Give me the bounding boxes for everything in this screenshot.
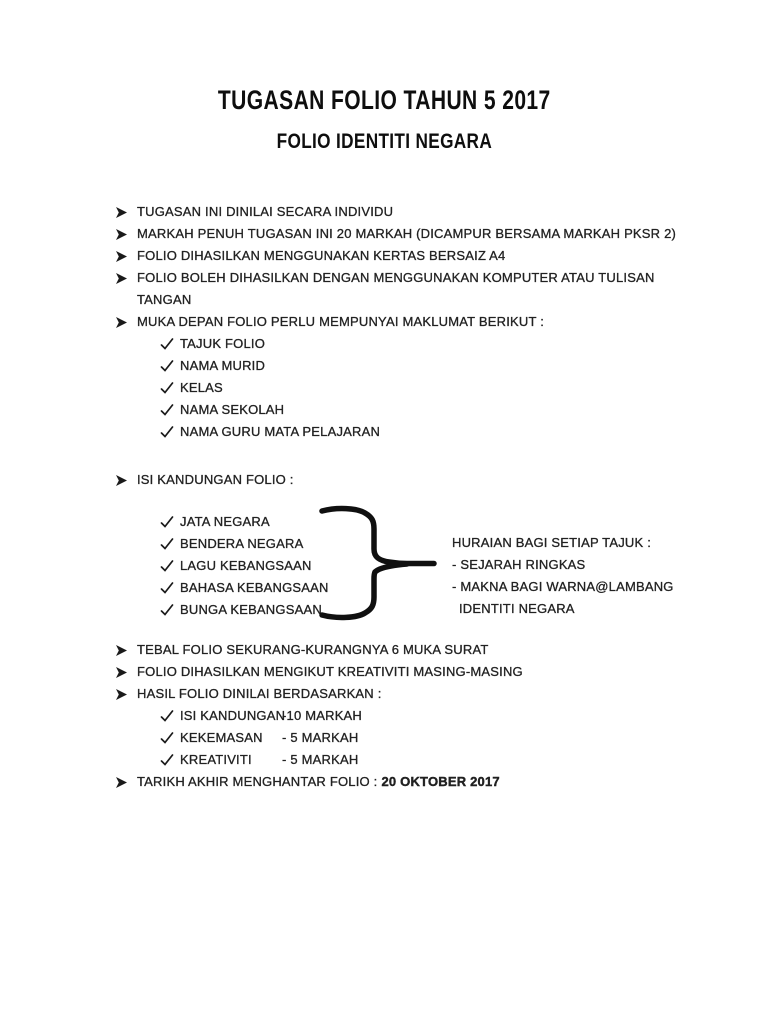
check-item-text: TAJUK FOLIO (180, 336, 266, 351)
check-bullet-icon (160, 426, 180, 438)
deadline-text (137, 771, 500, 793)
huraian-heading: HURAIAN BAGI SETIAP TAJUK : (452, 535, 652, 550)
check-item-text: JATA NEGARA (180, 514, 270, 529)
arrow-bullet-icon (115, 474, 137, 487)
check-item-marks (115, 727, 677, 749)
bullet-text: TEBAL FOLIO SEKURANG-KURANGNYA 6 MUKA SURAT (137, 642, 489, 657)
check-item-text: NAMA MURID (180, 358, 266, 373)
section-heading-penilaian (115, 683, 677, 705)
arrow-bullet-icon (115, 644, 137, 657)
criteria-marks: -10 MARKAH (282, 708, 363, 723)
check-bullet-icon (160, 732, 180, 744)
criteria-label: KEKEMASAN (180, 730, 263, 745)
deadline-item (115, 771, 677, 793)
criteria-label: ISI KANDUNGAN (180, 708, 286, 723)
check-item-text: BENDERA NEGARA (180, 536, 304, 551)
check-bullet-icon (160, 604, 180, 616)
check-bullet-icon (160, 754, 180, 766)
deadline-date: 20 OKTOBER 2017 (381, 774, 500, 789)
check-bullet-icon (160, 338, 180, 350)
heading-text: HASIL FOLIO DINILAI BERDASARKAN : (137, 686, 382, 701)
criteria-marks: - 5 MARKAH (282, 752, 359, 767)
bullet-text: TANGAN (137, 292, 192, 307)
check-item-text: BUNGA KEBANGSAAN (180, 602, 322, 617)
arrow-bullet-icon (115, 250, 137, 263)
bullet-item (115, 245, 677, 267)
isi-kandungan-diagram (115, 511, 677, 621)
check-item-text: BAHASA KEBANGSAAN (180, 580, 329, 595)
check-item (115, 333, 677, 355)
check-bullet-icon (160, 582, 180, 594)
arrow-bullet-icon (115, 776, 137, 789)
document-body (115, 201, 677, 793)
check-bullet-icon (160, 382, 180, 394)
check-bullet-icon (160, 710, 180, 722)
bullet-item (115, 267, 677, 289)
spacer (115, 491, 677, 511)
arrow-bullet-icon (115, 666, 137, 679)
page-subtitle-text: FOLIO IDENTITI NEGARA (276, 130, 492, 153)
bullet-item (115, 639, 677, 661)
check-item-text: LAGU KEBANGSAAN (180, 558, 312, 573)
huraian-column (452, 532, 674, 620)
huraian-line: IDENTITI NEGARA (459, 601, 575, 616)
huraian-line: - SEJARAH RINGKAS (452, 557, 586, 572)
arrow-bullet-icon (115, 272, 137, 285)
criteria-marks: - 5 MARKAH (282, 730, 359, 745)
deadline-label: TARIKH AKHIR MENGHANTAR FOLIO : (137, 774, 378, 789)
check-bullet-icon (160, 538, 180, 550)
check-item (115, 377, 677, 399)
spacer (115, 621, 677, 639)
spacer (115, 443, 677, 469)
arrow-bullet-icon (115, 688, 137, 701)
bullet-text: FOLIO DIHASILKAN MENGIKUT KREATIVITI MASING-MASING (137, 664, 523, 679)
check-item (115, 355, 677, 377)
huraian-line: - MAKNA BAGI WARNA@LAMBANG (452, 579, 674, 594)
page-subtitle (0, 131, 768, 153)
check-item-marks (115, 705, 677, 727)
check-item (115, 421, 677, 443)
arrow-bullet-icon (115, 206, 137, 219)
check-bullet-icon (160, 360, 180, 372)
bullet-item (115, 223, 677, 245)
check-item-text: NAMA SEKOLAH (180, 402, 285, 417)
bullet-item-continuation (115, 289, 677, 311)
check-bullet-icon (160, 404, 180, 416)
heading-text: ISI KANDUNGAN FOLIO : (137, 472, 294, 487)
page-title-text: TUGASAN FOLIO TAHUN 5 2017 (217, 85, 551, 115)
arrow-bullet-icon (115, 316, 137, 329)
bullet-text: MARKAH PENUH TUGASAN INI 20 MARKAH (DICAMPUR BERSAMA MARKAH PKSR 2) (137, 226, 677, 241)
check-bullet-icon (160, 560, 180, 572)
check-item-text: KELAS (180, 380, 223, 395)
page-title (0, 86, 768, 114)
bullet-item (115, 661, 677, 683)
bullet-item (115, 201, 677, 223)
check-item (115, 511, 677, 533)
criteria-label: KREATIVITI (180, 752, 252, 767)
check-bullet-icon (160, 516, 180, 528)
section-heading-muka-depan (115, 311, 677, 333)
bullet-text: FOLIO DIHASILKAN MENGGUNAKAN KERTAS BERSAIZ A4 (137, 248, 506, 263)
heading-text: MUKA DEPAN FOLIO PERLU MEMPUNYAI MAKLUMAT BERIKUT : (137, 314, 545, 329)
arrow-bullet-icon (115, 228, 137, 241)
check-item (115, 399, 677, 421)
section-heading-isi-kandungan (115, 469, 677, 491)
check-item-text: NAMA GURU MATA PELAJARAN (180, 424, 381, 439)
bullet-text: TUGASAN INI DINILAI SECARA INDIVIDU (137, 204, 394, 219)
check-item-marks (115, 749, 677, 771)
bullet-text: FOLIO BOLEH DIHASILKAN DENGAN MENGGUNAKAN KOMPUTER ATAU TULISAN (137, 270, 655, 285)
